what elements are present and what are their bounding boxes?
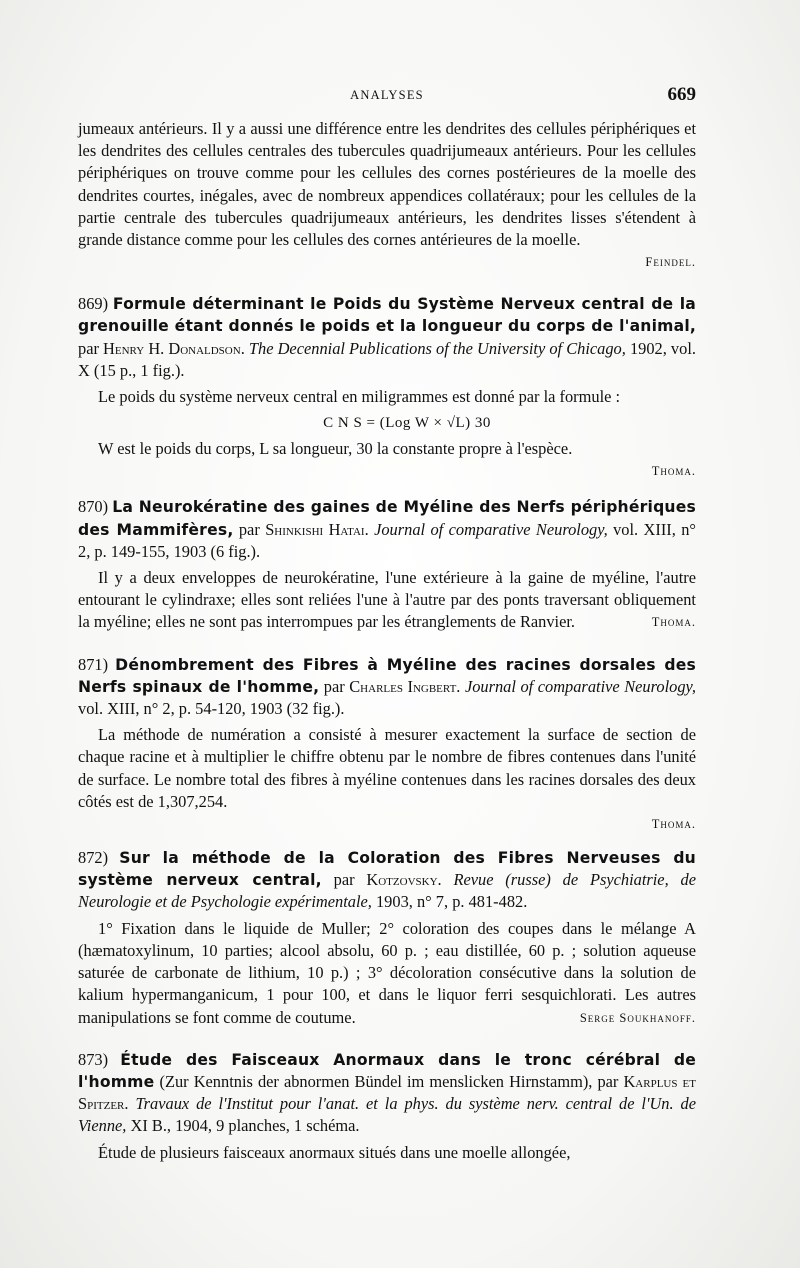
abstract-author: Henry H. Donaldson. <box>103 338 245 358</box>
abstract-paragraph-text: 1° Fixation dans le liquide de Muller; 2° coloration des coupes dans le mélange A (hæmatoxylinum, 10 parties; alcool absolu, 60 p. ; eau distillée, 60 p. ; solution aqueuse saturée de carbonate de lithium, 10 p.) ; 3° décoloration consécutive dans la solution de kalium hypermanganicum, 1 pour 100, et dans le liquor ferri sesquichlorati. Les autres manipulations se font comme de coutume. <box>78 918 696 1027</box>
abstract-author: Kotzovsky. <box>366 870 442 890</box>
abstract-heading <box>78 654 696 721</box>
abstract-by: (Zur Kenntnis der abnormen Bündel im menslicken Hirnstamm), par <box>159 1071 619 1091</box>
abstract-title: Dénombrement des Fibres à Myéline des racines dorsales des Nerfs spinaux de l'homme, <box>78 655 696 696</box>
abstract-paragraph: Le poids du système nerveux central en miligrammes est donné par la formule : <box>98 387 621 407</box>
abstract-source: Revue (russe) de Psychiatrie, de Neurologie et de Psychologie expérimentale, <box>78 870 696 912</box>
intro-section <box>78 118 696 273</box>
abstract-author: Shinkishi Hatai. <box>265 519 369 539</box>
formula: C N S = (Log W × √L) 30 <box>323 415 491 432</box>
abstract-paragraph: Étude de plusieurs faisceaux anormaux situés dans une moelle allongée, <box>98 1142 571 1162</box>
abstract-heading <box>78 293 696 382</box>
abstract-heading <box>78 496 696 563</box>
abstract-author: Charles Ingbert. <box>349 676 461 696</box>
abstract-source: Journal of comparative Neurology, <box>374 519 608 539</box>
abstract-870 <box>78 496 696 633</box>
abstract-details: 1903, n° 7, p. 481-482. <box>375 892 528 912</box>
abstract-signature: Thoma. <box>651 817 696 832</box>
abstract-number: 869) <box>78 294 109 314</box>
running-head <box>78 84 696 112</box>
abstract-872 <box>78 847 696 1029</box>
abstract-871 <box>78 654 696 835</box>
abstract-heading <box>78 1049 696 1138</box>
running-title: ANALYSES <box>350 88 424 102</box>
abstract-number: 873) <box>78 1049 109 1069</box>
abstract-signature: Thoma. <box>651 615 696 630</box>
abstract-paragraph: La méthode de numération a consisté à mesurer exactement la surface de section de chaque racine et à multiplier le chiffre obtenu par le nombre de fibres contenues dans l'unité de surface. Le nombre total des fibres à myéline contenues dans les racines dorsales des deux côtés est de 1,307,254. <box>78 725 696 811</box>
abstract-by: par <box>333 870 355 890</box>
abstract-heading <box>78 847 696 914</box>
abstract-details: vol. XIII, n° 2, p. 54-120, 1903 (32 fig.). <box>78 699 345 719</box>
abstract-paragraph: W est le poids du corps, L sa longueur, 30 la constante propre à l'espèce. <box>98 439 573 459</box>
abstract-paragraph <box>78 918 696 1029</box>
abstract-869 <box>78 293 696 482</box>
abstract-by: par <box>78 338 99 358</box>
abstract-number: 870) <box>78 497 109 517</box>
abstract-paragraph <box>78 567 696 634</box>
abstract-details: XI B., 1904, 9 planches, 1 schéma. <box>130 1116 360 1136</box>
abstract-details: 1902, vol. X (15 p., 1 fig.). <box>78 338 696 380</box>
abstract-signature: Thoma. <box>651 464 696 479</box>
abstract-number: 872) <box>78 848 109 868</box>
abstract-number: 871) <box>78 654 109 674</box>
abstract-by: par <box>238 519 260 539</box>
intro-signature: Feindel. <box>645 255 696 270</box>
abstract-details: vol. XIII, n° 2, p. 149-155, 1903 (6 fig.). <box>78 519 696 561</box>
abstract-by: par <box>323 676 345 696</box>
page-number: 669 <box>667 84 696 105</box>
abstract-paragraph-text: Il y a deux enveloppes de neurokératine, l'une extérieure à la gaine de myéline, l'autre entourant le cylindraxe; elles sont reliées l'une à l'autre par des ponts traversant obliquement la myéline; elles ne sont pas interrompues par les étranglements de Ranvier. <box>78 568 696 632</box>
abstract-title: La Neurokératine des gaines de Myéline des Nerfs périphériques des Mammifères, <box>78 498 696 539</box>
abstract-873 <box>78 1049 696 1164</box>
abstract-author: Karplus et Spitzer. <box>78 1071 696 1114</box>
abstract-signature: Serge Soukhanoff. <box>579 1010 696 1025</box>
abstract-source: The Decennial Publications of the University of Chicago, <box>248 338 626 358</box>
abstract-title: Formule déterminant le Poids du Système Nerveux central de la grenouille étant donnés le poids et la longueur du corps de l'animal, <box>78 295 696 336</box>
abstract-title: Sur la méthode de la Coloration des Fibres Nerveuses du système nerveux central, <box>78 849 696 890</box>
abstract-source: Travaux de l'Institut pour l'anat. et la phys. du système nerv. central de l'Un. de Vienne, <box>78 1094 696 1136</box>
abstract-title: Étude des Faisceaux Anormaux dans le tronc cérébral de l'homme <box>78 1050 696 1091</box>
intro-paragraph: jumeaux antérieurs. Il y a aussi une différence entre les dendrites des cellules périphériques et les dendrites des cellules centrales des tubercules quadrijumeaux antérieurs. Pour les cellules périphériques on trouve comme pour les cellules des cornes postérieures de la moelle des dendrites courtes, inégales, avec de nombreux appendices collatéraux; pour les cellules de la partie centrale des tubercules quadrijumeaux antérieurs, les dendrites lisses s'étendent à grande distance comme pour les cellules des cornes antérieures de la moelle. <box>78 119 696 250</box>
abstract-source: Journal of comparative Neurology, <box>464 676 696 696</box>
